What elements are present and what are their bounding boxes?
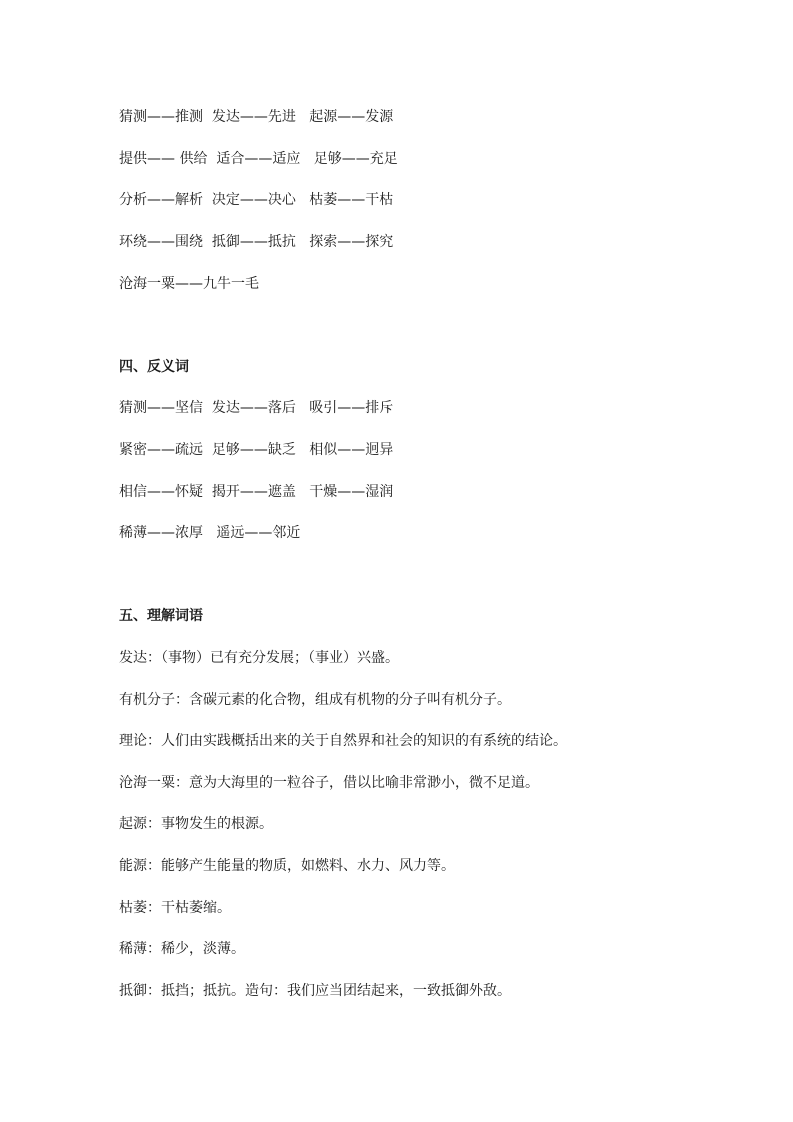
synonym-line: 猜测——推测 发达——先进 起源——发源 [119,109,394,125]
synonym-line: 环绕——围绕 抵御——抵抗 探索——探究 [119,234,394,250]
definition-line: 发达：（事物）已有充分发展；（事业）兴盛。 [119,650,399,666]
antonym-line: 相信——怀疑 揭开——遮盖 干燥——湿润 [119,484,394,500]
definition-line: 有机分子：含碳元素的化合物，组成有机物的分子叫有机分子。 [119,692,511,708]
synonym-line: 分析——解析 决定——决心 枯萎——干枯 [119,192,394,208]
synonym-line: 沧海一粟——九牛一毛 [119,276,259,292]
definition-line: 沧海一粟：意为大海里的一粒谷子，借以比喻非常渺小，微不足道。 [119,775,539,791]
definition-line: 能源：能够产生能量的物质，如燃料、水力、风力等。 [119,858,455,874]
definition-line: 稀薄：稀少，淡薄。 [119,941,245,957]
definition-line: 抵御：抵挡；抵抗。造句：我们应当团结起来，一致抵御外敌。 [119,983,511,999]
section-heading-antonyms: 四、反义词 [119,359,189,375]
definition-line: 枯萎：干枯萎缩。 [119,900,231,916]
section-heading-word-meanings: 五、理解词语 [119,608,203,624]
definition-line: 理论：人们由实践概括出来的关于自然界和社会的知识的有系统的结论。 [119,733,567,749]
antonym-line: 猜测——坚信 发达——落后 吸引——排斥 [119,400,394,416]
synonym-line: 提供—— 供给 适合——适应 足够——充足 [119,151,398,167]
definition-line: 起源：事物发生的根源。 [119,816,273,832]
antonym-line: 紧密——疏远 足够——缺乏 相似——迥异 [119,442,394,458]
antonym-line: 稀薄——浓厚 遥远——邻近 [119,525,301,541]
